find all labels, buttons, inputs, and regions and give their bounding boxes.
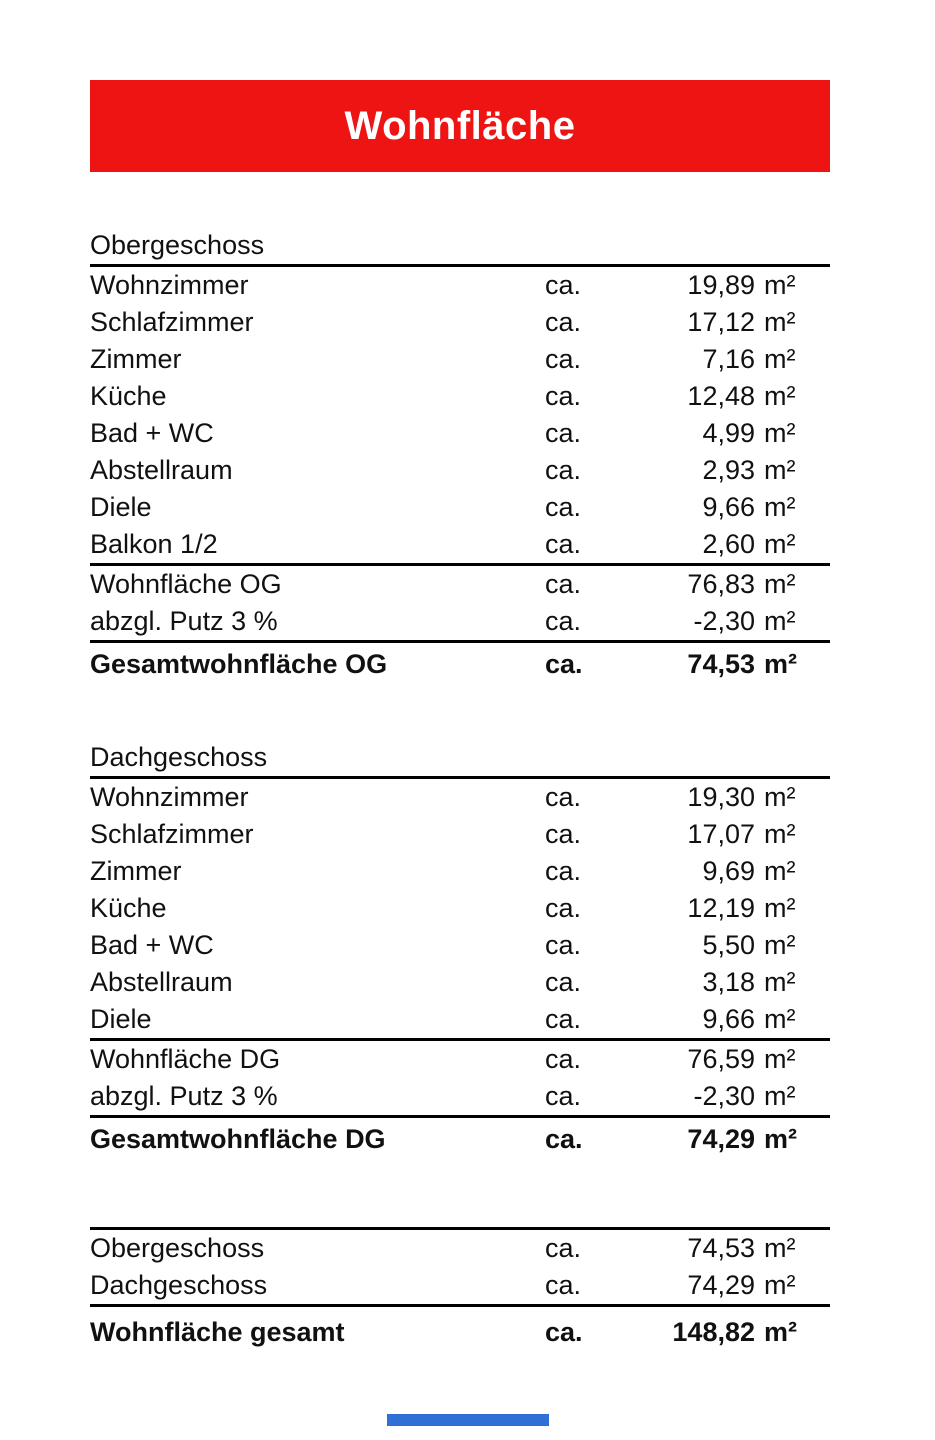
floor-label: Obergeschoss <box>90 1233 265 1263</box>
approx-label: ca. <box>545 1081 582 1111</box>
approx-label: ca. <box>545 1317 583 1347</box>
page-title: Wohnfläche <box>344 103 576 148</box>
area-unit: m² <box>764 649 797 679</box>
area-unit: m² <box>764 893 796 923</box>
area-value: 74,53 <box>687 649 755 679</box>
total-row <box>90 1115 830 1161</box>
area-value: 2,93 <box>702 455 755 485</box>
area-value: 3,18 <box>702 967 755 997</box>
table-row <box>90 816 830 853</box>
grand-total-label: Wohnfläche gesamt <box>90 1317 345 1347</box>
approx-label: ca. <box>545 418 582 448</box>
room-label: Zimmer <box>90 856 182 886</box>
approx-label: ca. <box>545 819 582 849</box>
table-row <box>90 489 830 526</box>
area-value: -2,30 <box>693 606 755 636</box>
total-label: Gesamtwohnfläche DG <box>90 1124 386 1154</box>
approx-label: ca. <box>545 270 582 300</box>
area-value: 76,83 <box>687 569 755 599</box>
room-label: Wohnzimmer <box>90 782 249 812</box>
subtotal-row <box>90 603 830 640</box>
title-banner <box>90 80 830 172</box>
approx-label: ca. <box>545 492 582 522</box>
area-value: 17,12 <box>687 307 755 337</box>
document-page <box>90 0 830 1354</box>
subtotal-label: Wohnfläche OG <box>90 569 282 599</box>
area-unit: m² <box>764 856 796 886</box>
subtotal-label: Wohnfläche DG <box>90 1044 281 1074</box>
area-value: 74,29 <box>687 1124 755 1154</box>
approx-label: ca. <box>545 649 583 679</box>
room-rows <box>90 267 830 563</box>
area-unit: m² <box>764 307 796 337</box>
total-row <box>90 640 830 686</box>
approx-label: ca. <box>545 1004 582 1034</box>
summary-row <box>90 1267 830 1304</box>
room-label: Schlafzimmer <box>90 819 254 849</box>
area-unit: m² <box>764 569 796 599</box>
table-row <box>90 890 830 927</box>
grand-total-row <box>90 1304 830 1354</box>
room-rows <box>90 779 830 1038</box>
area-value: 2,60 <box>702 529 755 559</box>
table-row <box>90 927 830 964</box>
table-row <box>90 1001 830 1038</box>
approx-label: ca. <box>545 1233 582 1263</box>
area-unit: m² <box>764 270 796 300</box>
table-dachgeschoss <box>90 742 830 1161</box>
table-row <box>90 853 830 890</box>
table-row <box>90 341 830 378</box>
area-value: 148,82 <box>672 1317 755 1347</box>
area-value: 19,30 <box>687 782 755 812</box>
table-obergeschoss <box>90 230 830 686</box>
table-summary <box>90 1227 830 1354</box>
approx-label: ca. <box>545 455 582 485</box>
area-unit: m² <box>764 529 796 559</box>
table-row <box>90 964 830 1001</box>
footer-accent-bar <box>387 1414 549 1426</box>
table-row <box>90 304 830 341</box>
subtotal-row <box>90 1078 830 1115</box>
table-row <box>90 452 830 489</box>
area-unit: m² <box>764 1044 796 1074</box>
area-unit: m² <box>764 967 796 997</box>
room-label: Balkon 1/2 <box>90 529 218 559</box>
area-unit: m² <box>764 930 796 960</box>
area-unit: m² <box>764 492 796 522</box>
approx-label: ca. <box>545 893 582 923</box>
area-value: 5,50 <box>702 930 755 960</box>
room-label: Diele <box>90 492 152 522</box>
approx-label: ca. <box>545 930 582 960</box>
floor-label: Dachgeschoss <box>90 1270 268 1300</box>
approx-label: ca. <box>545 569 582 599</box>
approx-label: ca. <box>545 344 582 374</box>
area-unit: m² <box>764 782 796 812</box>
total-label: Gesamtwohnfläche OG <box>90 649 388 679</box>
approx-label: ca. <box>545 1124 583 1154</box>
subtotal-rows <box>90 563 830 640</box>
approx-label: ca. <box>545 307 582 337</box>
table-row <box>90 267 830 304</box>
summary-rows <box>90 1227 830 1304</box>
area-unit: m² <box>764 1270 796 1300</box>
area-value: 74,29 <box>687 1270 755 1300</box>
subtotal-row <box>90 566 830 603</box>
area-unit: m² <box>764 344 796 374</box>
room-label: Küche <box>90 893 167 923</box>
subtotal-rows <box>90 1038 830 1115</box>
area-unit: m² <box>764 606 796 636</box>
approx-label: ca. <box>545 606 582 636</box>
room-label: Schlafzimmer <box>90 307 254 337</box>
room-label: Wohnzimmer <box>90 270 249 300</box>
area-value: 12,48 <box>687 381 755 411</box>
area-value: -2,30 <box>693 1081 755 1111</box>
area-value: 7,16 <box>702 344 755 374</box>
approx-label: ca. <box>545 529 582 559</box>
section-title: Obergeschoss <box>90 230 830 267</box>
table-row <box>90 779 830 816</box>
area-value: 9,66 <box>702 492 755 522</box>
area-value: 74,53 <box>687 1233 755 1263</box>
approx-label: ca. <box>545 1044 582 1074</box>
room-label: Küche <box>90 381 167 411</box>
area-unit: m² <box>764 1317 797 1347</box>
area-unit: m² <box>764 418 796 448</box>
area-value: 19,89 <box>687 270 755 300</box>
subtotal-label: abzgl. Putz 3 % <box>90 1081 278 1111</box>
table-row <box>90 415 830 452</box>
table-row <box>90 526 830 563</box>
approx-label: ca. <box>545 782 582 812</box>
subtotal-row <box>90 1041 830 1078</box>
room-label: Bad + WC <box>90 930 214 960</box>
area-unit: m² <box>764 381 796 411</box>
room-label: Bad + WC <box>90 418 214 448</box>
room-label: Abstellraum <box>90 455 233 485</box>
area-value: 9,66 <box>702 1004 755 1034</box>
subtotal-label: abzgl. Putz 3 % <box>90 606 278 636</box>
area-unit: m² <box>764 1233 796 1263</box>
approx-label: ca. <box>545 1270 582 1300</box>
area-unit: m² <box>764 1124 797 1154</box>
room-label: Abstellraum <box>90 967 233 997</box>
room-label: Diele <box>90 1004 152 1034</box>
area-value: 4,99 <box>702 418 755 448</box>
area-unit: m² <box>764 1081 796 1111</box>
section-title: Dachgeschoss <box>90 742 830 779</box>
summary-row <box>90 1230 830 1267</box>
area-value: 9,69 <box>702 856 755 886</box>
approx-label: ca. <box>545 967 582 997</box>
area-value: 76,59 <box>687 1044 755 1074</box>
room-label: Zimmer <box>90 344 182 374</box>
area-value: 17,07 <box>687 819 755 849</box>
area-unit: m² <box>764 1004 796 1034</box>
approx-label: ca. <box>545 381 582 411</box>
area-unit: m² <box>764 455 796 485</box>
approx-label: ca. <box>545 856 582 886</box>
area-unit: m² <box>764 819 796 849</box>
area-value: 12,19 <box>687 893 755 923</box>
table-row <box>90 378 830 415</box>
